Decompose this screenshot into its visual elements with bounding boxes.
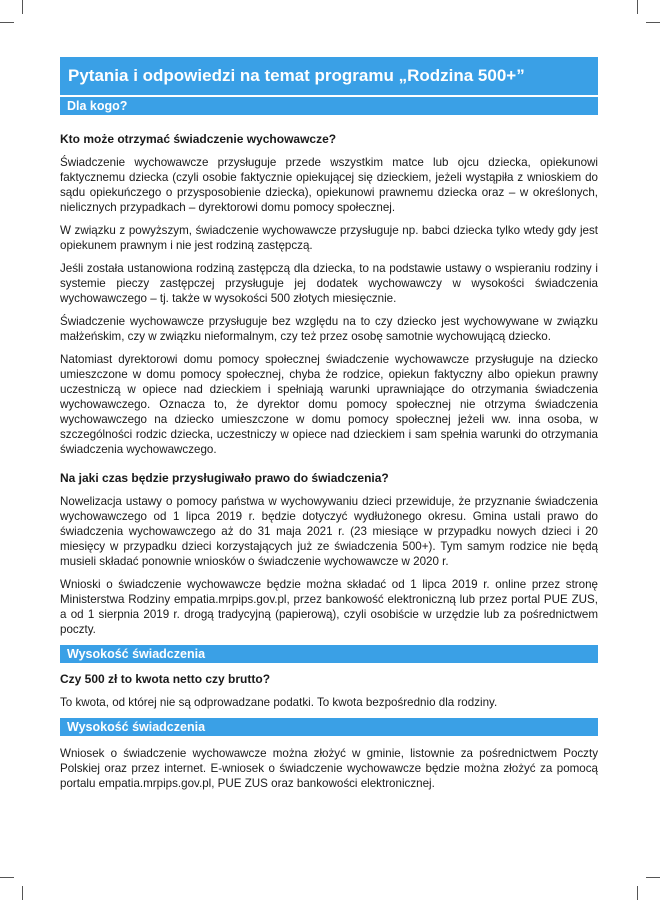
crop-mark-bottom-left: [22, 886, 23, 900]
paragraph: To kwota, od której nie są odprowadzane podatki. To kwota bezpośrednio dla rodziny.: [60, 696, 498, 709]
paragraph: Jeśli została ustanowiona rodziną zastępczą dla dziecka, to na podstawie ustawy o wspieraniu rodziny i systemie pieczy zastępczej przysługuje jej dodatek wychowawczy w wysokości świadczenia wychowawczego – tj. także w wysokości 500 złotych miesięcznie.: [60, 262, 598, 305]
paragraph: W związku z powyższym, świadczenie wychowawcze przysługuje np. babci dziecka tylko wtedy gdy jest opiekunem prawnym i nie jest rodziną zastępczą.: [60, 224, 598, 252]
crop-mark-bottom-right: [637, 886, 638, 900]
paragraph: Świadczenie wychowawcze przysługuje przede wszystkim matce lub ojcu dziecka, opiekunowi faktycznemu dziecka (czyli osobie faktycznie opiekującej się dzieckiem, jeżeli wystąpiła z wnioskiem do sądu opiekuńczego o przysposobienie dziecka), opiekunowi prawnemu dziecka oraz – w określonych, nielicznych przypadkach – dyrektorowi domu pomocy społecznej.: [60, 156, 598, 214]
crop-mark-top-right: [637, 0, 638, 14]
crop-mark-top-left: [22, 0, 23, 14]
paragraph: Nowelizacja ustawy o pomocy państwa w wychowywaniu dzieci przewiduje, że przyznanie świadczenia wychowawczego od 1 lipca 2019 r. będzie dotyczyć wydłużonego okresu. Gmina ustali prawo do świadczenia wychowawczego aż do 31 maja 2021 r. (23 miesiące w przypadku nowych dzieci i 20 miesięcy w przypadku dzieci korzystających już ze świadczenia 500+). Tym samym rodzice nie będą musieli składać ponownie wniosków o świadczenie wychowawcze w 2020 r.: [60, 495, 598, 568]
paragraph: Świadczenie wychowawcze przysługuje bez względu na to czy dziecko jest wychowywane w związku małżeńskim, czy w związku nieformalnym, czy też przez osobę samotnie wychowującą dziecko.: [60, 315, 598, 343]
crop-mark-bottom-right-h: [646, 877, 660, 878]
paragraph: Natomiast dyrektorowi domu pomocy społecznej świadczenie wychowawcze przysługuje na dziecko umieszczone w domu pomocy społecznej, chyba że rodzice, opiekun faktyczny albo opiekun prawny uczestniczą w opiece nad dzieckiem i spełniają warunki uprawniające do otrzymania świadczenia wychowawczego. Oznacza to, że dyrektor domu pomocy społecznej nie otrzyma świadczenia wychowawczego na dziecko umieszczone w domu pomocy społecznej jeżeli ww. inna osoba, w szczególności rodzic dziecka, uczestniczy w opiece nad dzieckiem i sam spełnia warunki do otrzymania świadczenia wychowawczego.: [60, 353, 598, 456]
paragraph: Wnioski o świadczenie wychowawcze będzie można składać od 1 lipca 2019 r. online przez stronę Ministerstwa Rodziny empatia.mrpips.gov.pl, przez bankowość elektroniczną lub przez portal PUE ZUS, a od 1 sierpnia 2019 r. drogą tradycyjną (papierową), czyli osobiście w urzędzie lub za pośrednictwem poczty.: [60, 578, 598, 636]
question-na-jaki-czas: Na jaki czas będzie przysługiwało prawo do świadczenia?: [60, 471, 389, 485]
section-bar-dla-kogo: Dla kogo?: [60, 97, 598, 115]
section-bar-wysokosc-2: Wysokość świadczenia: [60, 718, 598, 736]
question-netto-brutto: Czy 500 zł to kwota netto czy brutto?: [60, 672, 271, 686]
question-kto-moze: Kto może otrzymać świadczenie wychowawcze?: [60, 132, 337, 146]
page-title: Pytania i odpowiedzi na temat programu „Rodzina 500+”: [60, 57, 598, 95]
crop-mark-bottom-left-h: [0, 877, 14, 878]
paragraph: Wniosek o świadczenie wychowawcze można złożyć w gminie, listownie za pośrednictwem Poczty Polskiej oraz przez internet. E-wniosek o świadczenie wychowawcze będzie można złożyć za pomocą portalu empatia.mrpips.gov.pl, PUE ZUS oraz bankowości elektronicznej.: [60, 747, 598, 790]
document-page: [60, 57, 598, 799]
section-bar-wysokosc: Wysokość świadczenia: [60, 645, 598, 663]
crop-mark-top-right-h: [646, 22, 660, 23]
crop-mark-top-left-h: [0, 22, 14, 23]
